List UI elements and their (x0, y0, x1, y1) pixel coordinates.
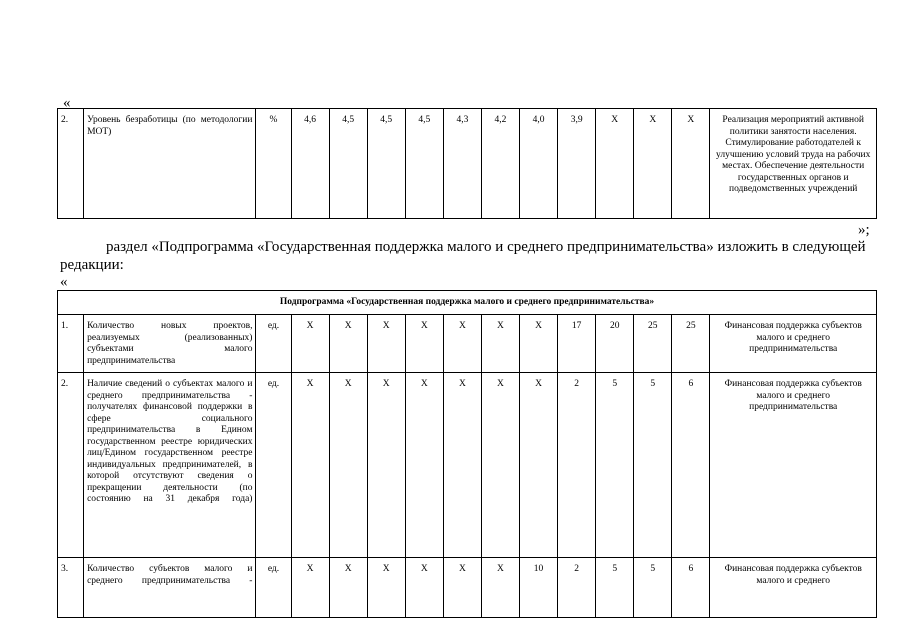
subprogram-caption: Подпрограмма «Государственная поддержка малого и среднего предпринимательства» (58, 291, 877, 315)
value-cell: X (367, 373, 405, 558)
value-cell: X (634, 109, 672, 219)
value-cell: 17 (558, 315, 596, 373)
row-number: 3. (58, 558, 84, 618)
value-cell: 4,5 (367, 109, 405, 219)
value-cell: X (443, 315, 481, 373)
table-row (58, 315, 877, 373)
value-cell: 10 (520, 558, 558, 618)
indicator-name: Уровень безработицы (по методологии МОТ) (84, 109, 256, 219)
value-cell: X (520, 315, 558, 373)
value-cell: 5 (596, 558, 634, 618)
amendment-paragraph-line-2: редакции: (60, 257, 124, 273)
indicator-name: Количество субъектов малого и среднего предпринимательства - (84, 558, 256, 618)
row-number: 1. (58, 315, 84, 373)
value-cell: X (443, 558, 481, 618)
value-cell: X (367, 558, 405, 618)
value-cell: 5 (634, 373, 672, 558)
value-cell: X (405, 558, 443, 618)
note-cell: Финансовая поддержка субъектов малого и среднего предпринимательства (710, 315, 877, 373)
table-row (58, 558, 877, 618)
amendment-paragraph-line-1: раздел «Подпрограмма «Государственная поддержка малого и среднего предпринимательства» изложить в следующей (106, 239, 866, 255)
indicator-name: Наличие сведений о субъектах малого и среднего предпринимательства - получателях финансовой поддержки в сфере социального предпринимательства в Едином государственном реестре юридических лиц/Едином государственном реестре индивидуальных предпринимателей, в которой отсутствуют сведения о прекращении деятельности (по состоянию на 31 декабря года) (84, 373, 256, 558)
value-cell: X (481, 558, 519, 618)
value-cell: 4,5 (405, 109, 443, 219)
value-cell: 25 (634, 315, 672, 373)
value-cell: X (291, 373, 329, 558)
note-cell: Реализация мероприятий активной политики занятости населения. Стимулирование работодателей к улучшению условий труда на рабочих местах. Обеспечение деятельности государственных органов и подведомственных учреждений (710, 109, 877, 219)
value-cell: X (405, 315, 443, 373)
value-cell: 2 (558, 373, 596, 558)
value-cell: X (405, 373, 443, 558)
quote-open-mark-2: « (60, 274, 68, 290)
value-cell: 6 (672, 373, 710, 558)
note-cell: Финансовая поддержка субъектов малого и среднего (710, 558, 877, 618)
value-cell: X (329, 373, 367, 558)
value-cell: X (481, 373, 519, 558)
value-cell: 5 (634, 558, 672, 618)
value-cell: X (329, 558, 367, 618)
value-cell: 2 (558, 558, 596, 618)
unit-cell: ед. (256, 373, 291, 558)
value-cell: 4,3 (443, 109, 481, 219)
indicator-table-1 (57, 108, 877, 219)
table-row (58, 373, 877, 558)
value-cell: 20 (596, 315, 634, 373)
value-cell: 3,9 (558, 109, 596, 219)
value-cell: X (329, 315, 367, 373)
value-cell: 5 (596, 373, 634, 558)
value-cell: 4,2 (481, 109, 519, 219)
value-cell: 4,0 (520, 109, 558, 219)
value-cell: 25 (672, 315, 710, 373)
row-number: 2. (58, 373, 84, 558)
unit-cell: ед. (256, 315, 291, 373)
value-cell: X (596, 109, 634, 219)
note-cell: Финансовая поддержка субъектов малого и среднего предпринимательства (710, 373, 877, 558)
value-cell: X (443, 373, 481, 558)
value-cell: X (291, 558, 329, 618)
table-row (58, 109, 877, 219)
quote-close-mark: »; (858, 222, 870, 238)
value-cell: 4,6 (291, 109, 329, 219)
unit-cell: ед. (256, 558, 291, 618)
value-cell: 6 (672, 558, 710, 618)
indicator-name: Количество новых проектов, реализуемых (реализованных) субъектами малого предпринимательства (84, 315, 256, 373)
value-cell: X (291, 315, 329, 373)
unit-cell: % (256, 109, 291, 219)
value-cell: X (672, 109, 710, 219)
row-number: 2. (58, 109, 84, 219)
value-cell: X (367, 315, 405, 373)
quote-open-mark: « (63, 95, 71, 111)
value-cell: 4,5 (329, 109, 367, 219)
value-cell: X (520, 373, 558, 558)
indicator-table-2 (57, 290, 877, 618)
value-cell: X (481, 315, 519, 373)
